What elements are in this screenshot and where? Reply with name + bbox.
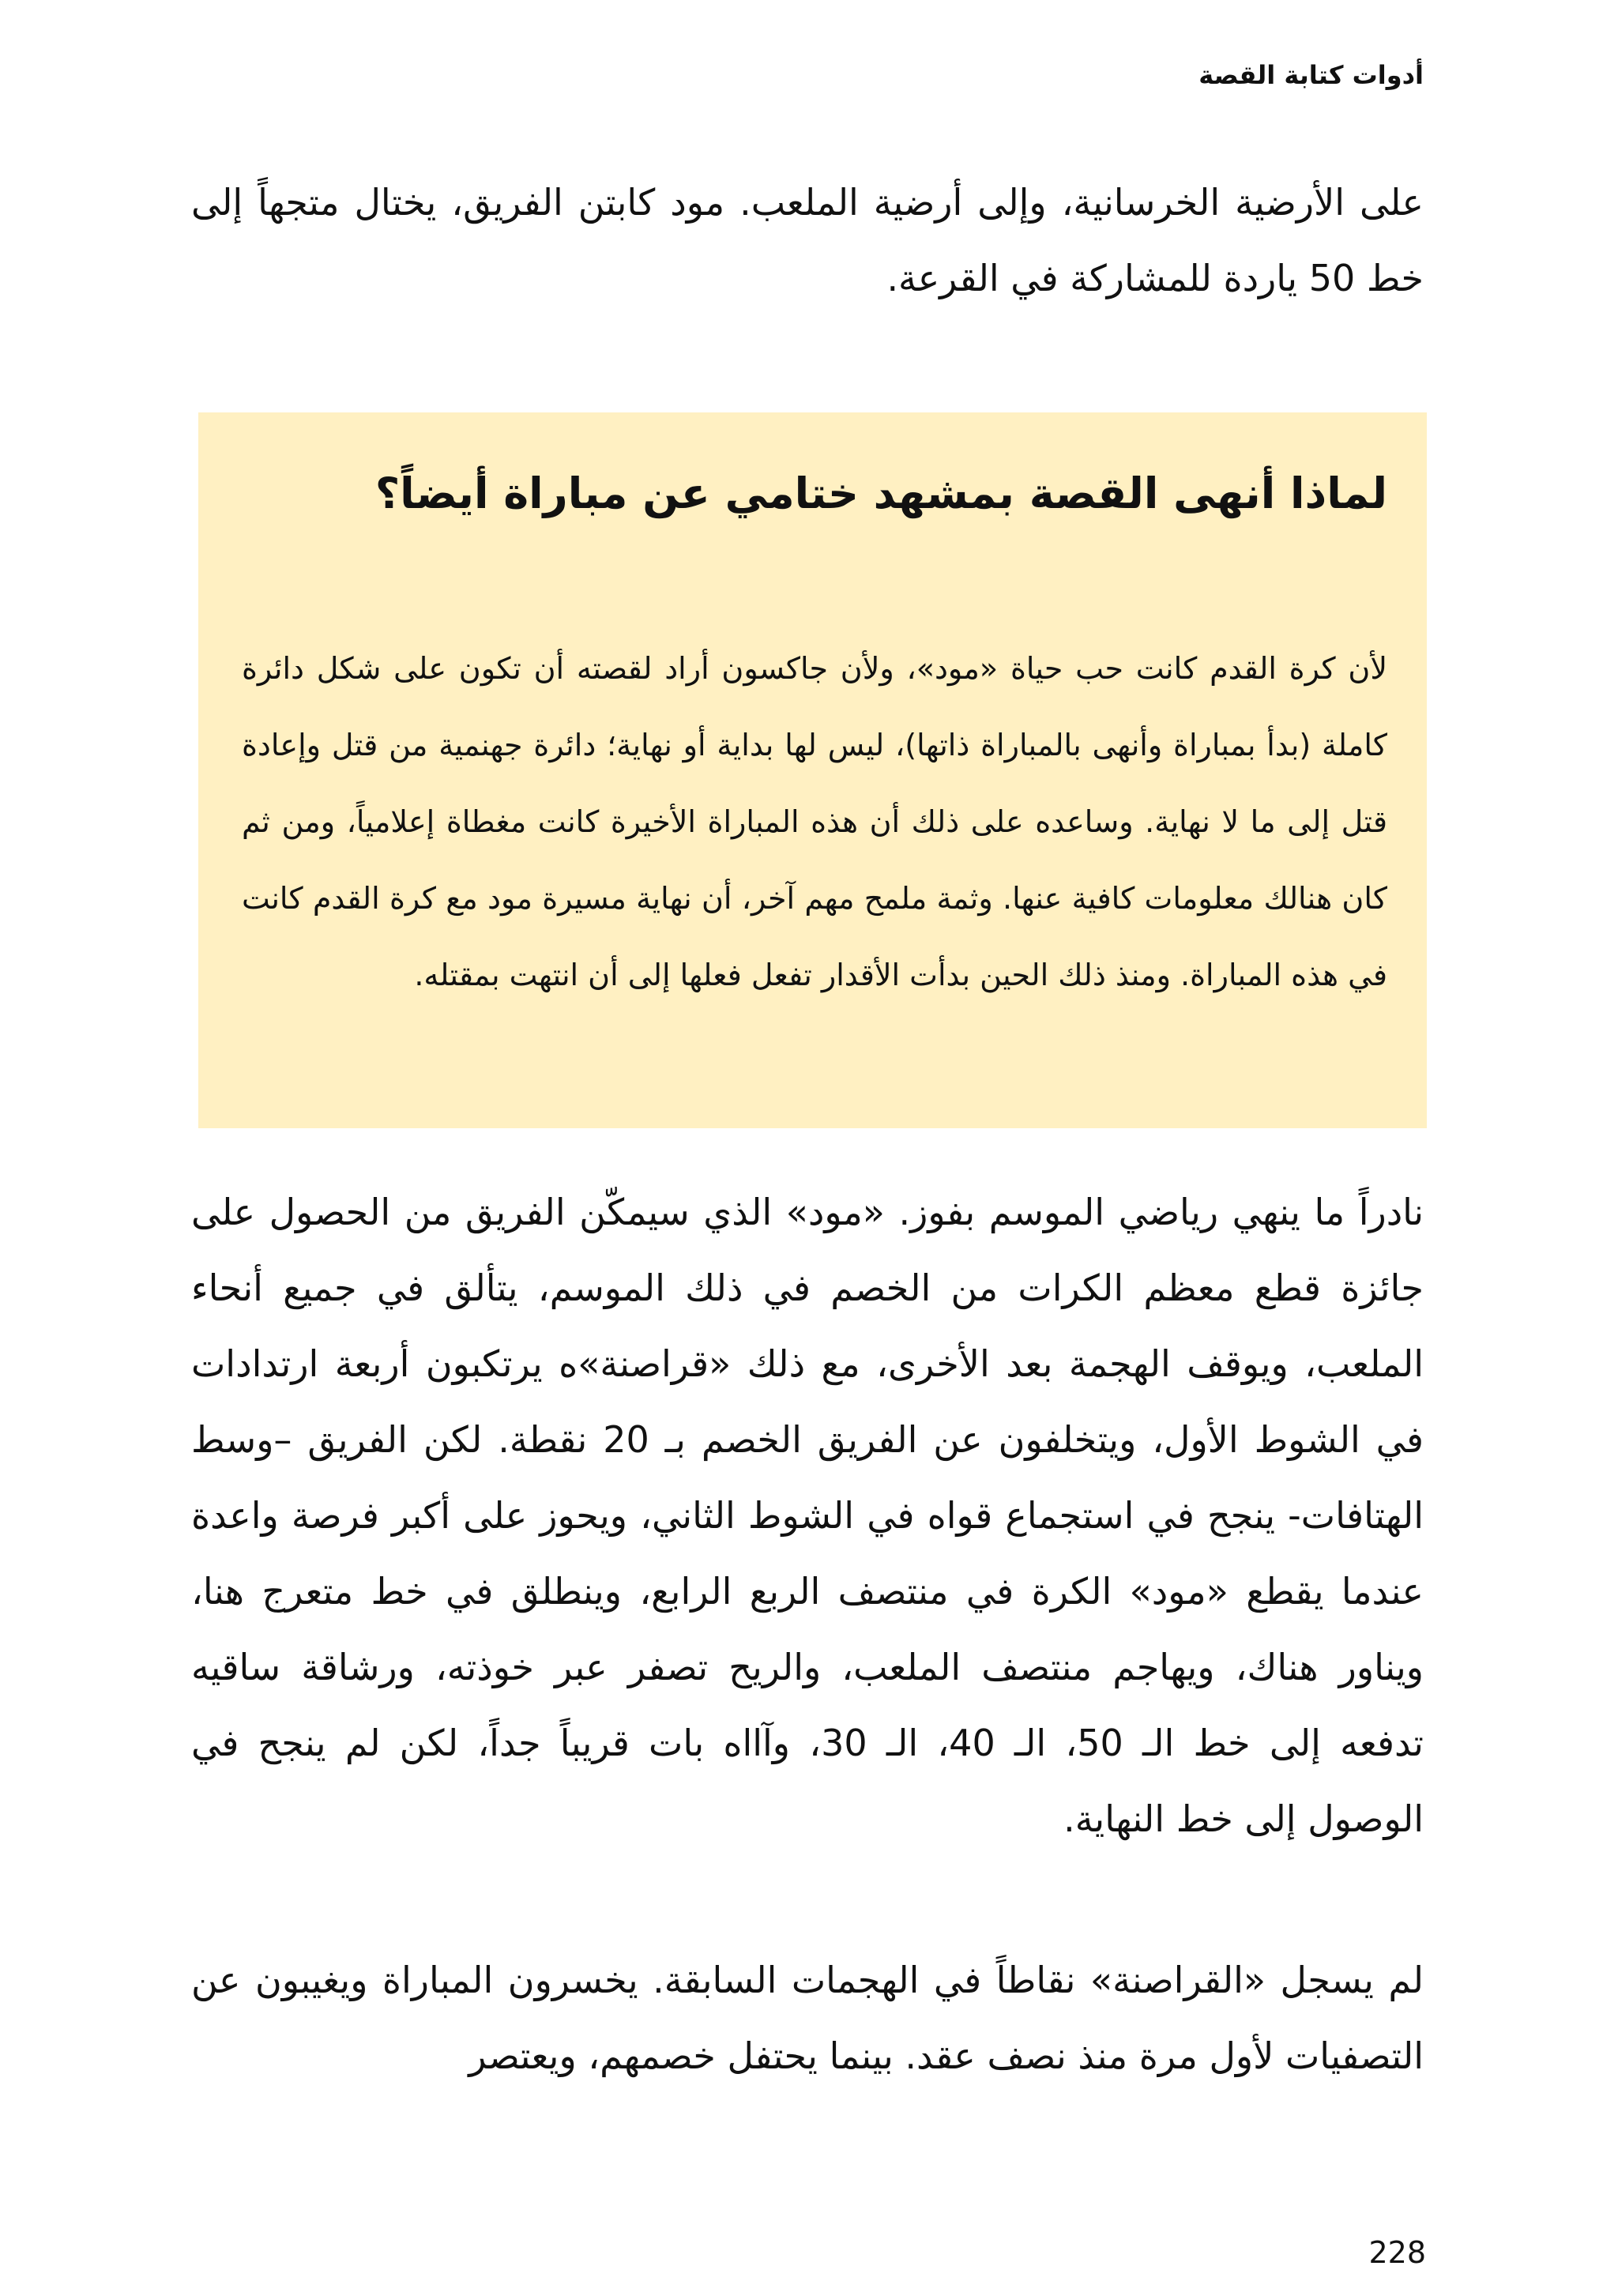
callout-title: لماذا أنهى القصة بمشهد ختامي عن مباراة أيضاً؟ [374, 469, 1387, 518]
page-number: 228 [1368, 2235, 1426, 2270]
body-paragraph-3: لم يسجل «القراصنة» نقاطاً في الهجمات السابقة. يخسرون المباراة ويغيبون عن التصفيات لأول مرة منذ نصف عقد. بينما يحتفل خصمهم، ويعتصر [191, 1959, 1424, 2077]
callout-text: لأن كرة القدم كانت حب حياة «مود»، ولأن جاكسون أراد لقصته أن تكون على شكل دائرة كاملة (بدأ بمباراة وأنهى بالمباراة ذاتها)، ليس لها بداية أو نهاية؛ دائرة جهنمية من قتل وإعادة قتل إلى ما لا نهاية. وساعده على ذلك أن هذه المباراة الأخيرة كانت مغطاة إعلامياً، ومن ثم كان هنالك معلومات كافية عنها. وثمة ملمح مهم آخر، أن نهاية مسيرة مود مع كرة القدم كانت في هذه المباراة. ومنذ ذلك الحين بدأت الأقدار تفعل فعلها إلى أن انتهت بمقتله. [242, 651, 1387, 992]
body-paragraph-1: على الأرضية الخرسانية، وإلى أرضية الملعب. مود كابتن الفريق، يختال متجهاً إلى خط 50 ياردة للمشاركة في القرعة. [191, 181, 1424, 299]
body-paragraph-2: نادراً ما ينهي رياضي الموسم بفوز. «مود» الذي سيمكّن الفريق من الحصول على جائزة قطع معظم الكرات من الخصم في ذلك الموسم، يتألق في جميع أنحاء الملعب، ويوقف الهجمة بعد الأخرى، مع ذلك «قراصنة»ه يرتكبون أربعة ارتدادات في الشوط الأول، ويتخلفون عن الفريق الخصم بـ 20 نقطة. لكن الفريق –وسط الهتافات- ينجح في استجماع قواه في الشوط الثاني، ويحوز على أكبر فرصة واعدة عندما يقطع «مود» الكرة في منتصف الربع الرابع، وينطلق في خط متعرج هنا، ويناور هناك، ويهاجم منتصف الملعب، والريح تصفر عبر خوذته، ورشاقة ساقيه تدفعه إلى خط الـ 50، الـ 40، الـ 30، وآااه بات قريباً جداً، لكن لم ينجح في الوصول إلى خط النهاية. [191, 1191, 1424, 1840]
running-title: أدوات كتابة القصة [1198, 60, 1424, 90]
